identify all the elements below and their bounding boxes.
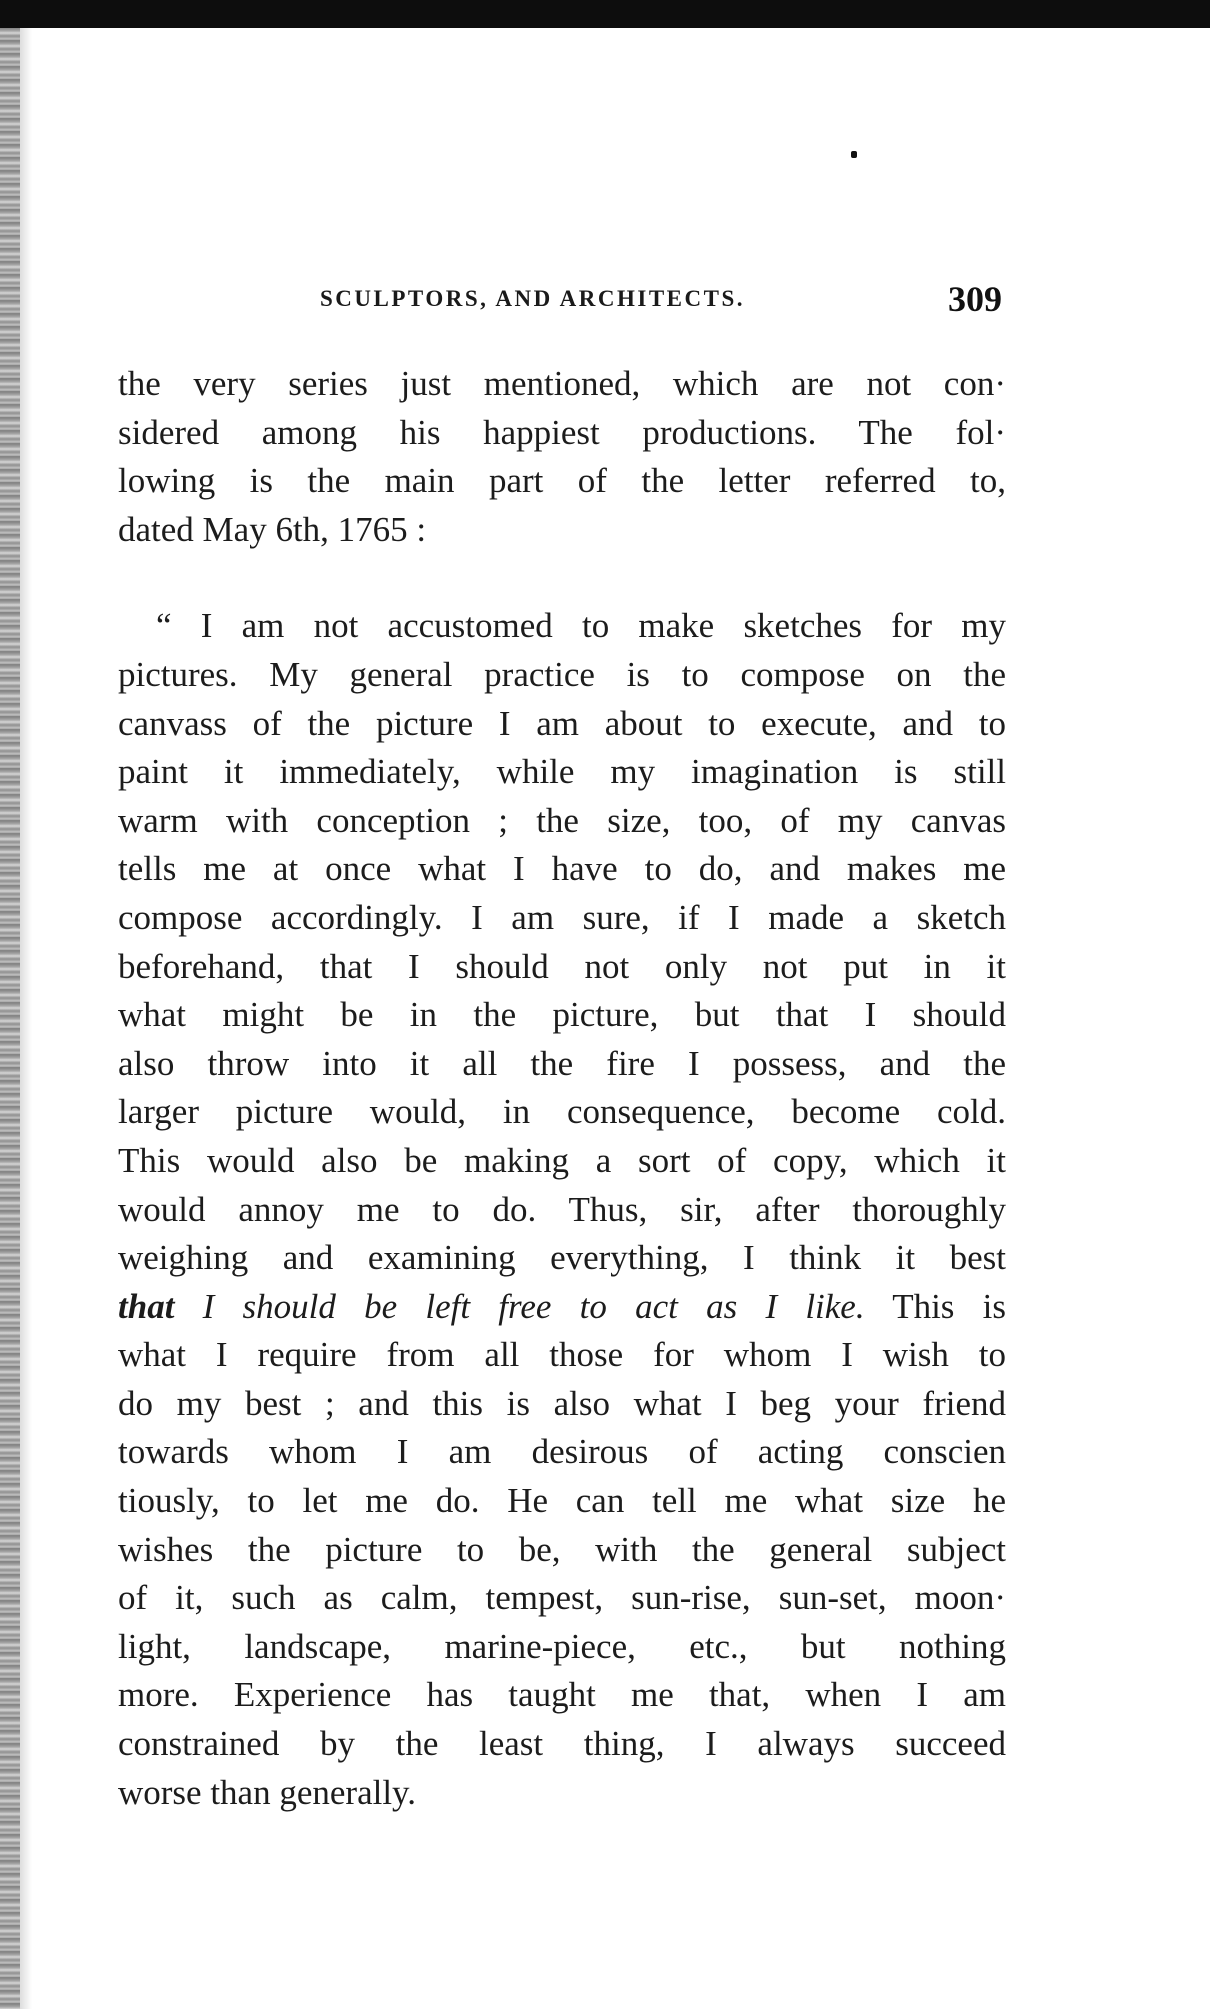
binding-edge [0, 28, 20, 2009]
text-line: weighing and examining everything, I think it best [118, 1238, 1006, 1278]
running-head-title: SCULPTORS, AND ARCHITECTS. [320, 286, 746, 311]
emphasis-bold-italic: that [118, 1286, 175, 1326]
ink-speck [851, 151, 857, 158]
text-line: paint it immediately, while my imagination is still [118, 752, 1006, 792]
text-line: worse than generally. [118, 1772, 417, 1812]
text-line: towards whom I am desirous of acting conscien [118, 1432, 1006, 1472]
paragraph-gap [118, 554, 1006, 602]
emphasis-italic: I should be left free to act as I like. [174, 1286, 865, 1326]
text-line: compose accordingly. I am sure, if I made a sketch [118, 897, 1006, 937]
text-line: constrained by the least thing, I always succeed [118, 1724, 1006, 1764]
text-line: wishes the picture to be, with the general subject [118, 1529, 1006, 1569]
text-line: sidered among his happiest productions. The fol· [118, 412, 1006, 452]
body-text [118, 360, 1006, 1817]
text-line: “ I am not accustomed to make sketches for my [156, 606, 1006, 646]
text-line: warm with conception ; the size, too, of my canvas [118, 800, 1006, 840]
text-line: what I require from all those for whom I wish to [118, 1335, 1006, 1375]
text-line: the very series just mentioned, which are not con· [118, 364, 1006, 403]
text-line: tiously, to let me do. He can tell me what size he [118, 1481, 1006, 1521]
text-line: beforehand, that I should not only not put in it [118, 946, 1006, 986]
text-line: dated May 6th, 1765 : [118, 509, 427, 549]
running-head [120, 278, 1010, 328]
page-top-border [0, 0, 1210, 28]
text-line: tells me at once what I have to do, and makes me [118, 849, 1006, 889]
page-number: 309 [948, 279, 1002, 319]
text-line: would annoy me to do. Thus, sir, after thoroughly [118, 1189, 1006, 1229]
text-line: light, landscape, marine-piece, etc., but nothing [118, 1626, 1006, 1666]
text-line: of it, such as calm, tempest, sun-rise, sun-set, moon· [118, 1578, 1006, 1618]
text-line: canvass of the picture I am about to execute, and to [118, 703, 1006, 743]
text-line: pictures. My general practice is to compose on the [118, 654, 1006, 694]
text-line: This would also be making a sort of copy, which it [118, 1140, 1006, 1180]
text-line: lowing is the main part of the letter referred to, [118, 461, 1006, 501]
text-line: do my best ; and this is also what I beg your friend [118, 1383, 1006, 1423]
emphasis-plain: This is [864, 1286, 1007, 1326]
text-line: larger picture would, in consequence, become cold. [118, 1092, 1006, 1132]
emphasis-line [118, 1283, 1006, 1332]
text-line: also throw into it all the fire I possess, and the [118, 1043, 1006, 1083]
text-line: more. Experience has taught me that, when I am [118, 1675, 1006, 1715]
text-line: what might be in the picture, but that I should [118, 995, 1006, 1035]
